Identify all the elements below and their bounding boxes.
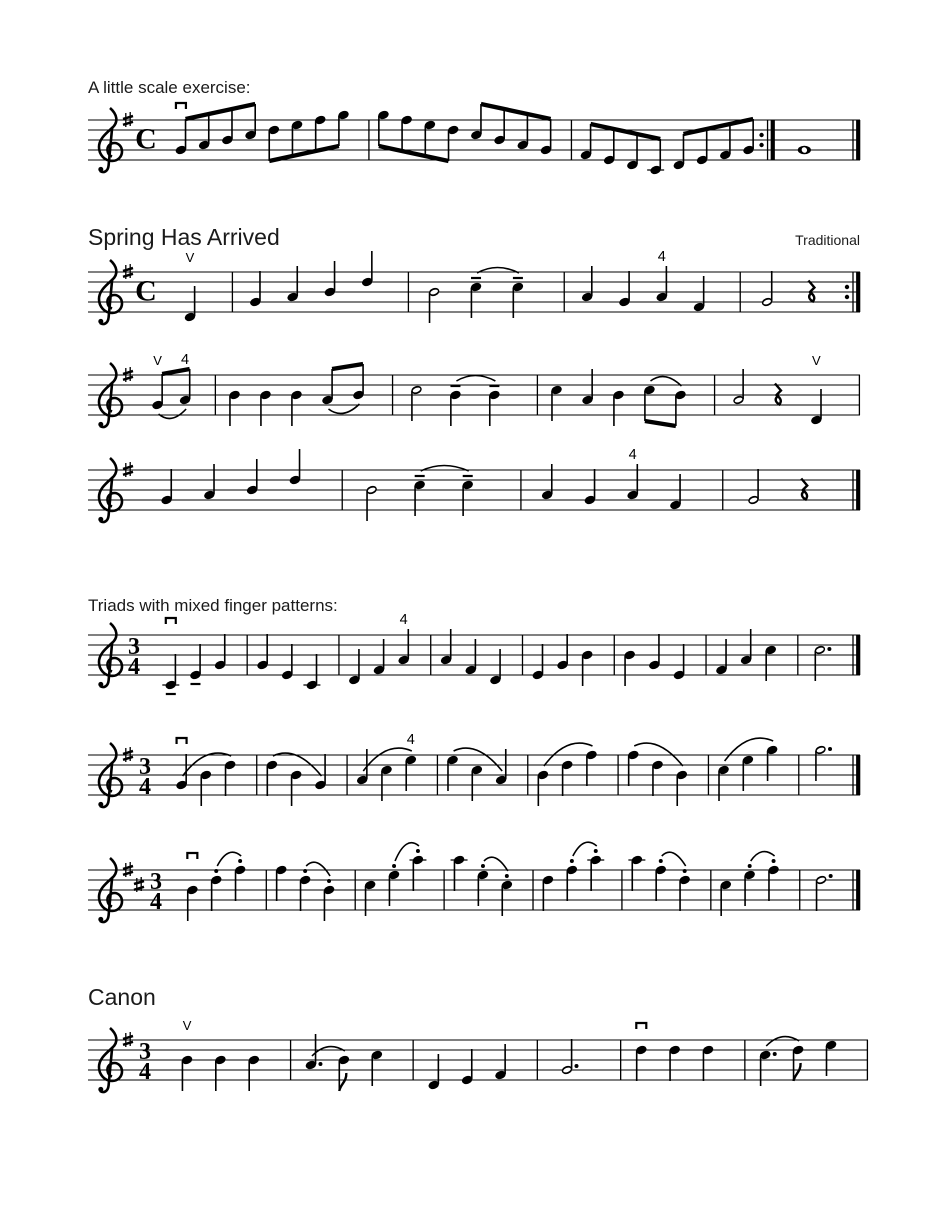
svg-text:4: 4	[139, 774, 151, 800]
triads-exercise-label: Triads with mixed finger patterns:	[88, 596, 338, 615]
svg-text:4: 4	[128, 654, 140, 680]
svg-text:4: 4	[406, 732, 415, 748]
svg-text:4: 4	[150, 889, 162, 915]
svg-text:C: C	[135, 122, 157, 156]
scale-exercise-label: A little scale exercise:	[88, 78, 251, 97]
svg-text:4: 4	[628, 447, 637, 463]
svg-text:V: V	[153, 353, 162, 368]
svg-text:3: 3	[128, 634, 140, 660]
piece-title-canon: Canon	[88, 984, 156, 1010]
svg-text:C: C	[135, 274, 157, 308]
piece-credit: Traditional	[795, 232, 860, 248]
svg-text:V: V	[185, 250, 195, 265]
svg-text:3: 3	[139, 1039, 151, 1065]
svg-text:V: V	[182, 1018, 192, 1033]
piece-title-spring: Spring Has Arrived	[88, 224, 280, 250]
svg-text:4: 4	[181, 352, 190, 368]
svg-text:4: 4	[139, 1059, 151, 1085]
svg-text:4: 4	[399, 612, 408, 628]
svg-text:4: 4	[657, 249, 666, 265]
svg-text:3: 3	[150, 869, 162, 895]
svg-text:3: 3	[139, 754, 151, 780]
svg-text:V: V	[812, 353, 821, 368]
